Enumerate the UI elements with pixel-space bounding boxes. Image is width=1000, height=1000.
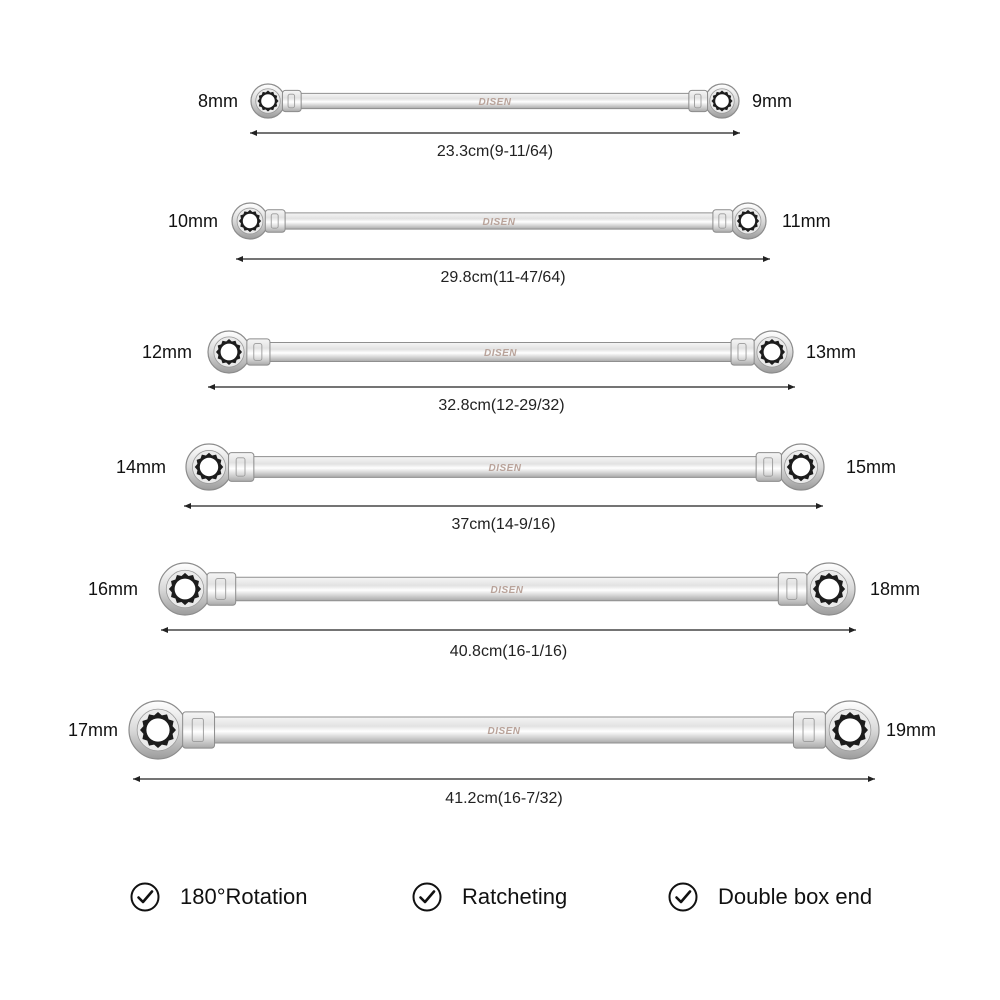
wrench-right-head bbox=[793, 701, 879, 759]
wrench-2 bbox=[168, 203, 831, 286]
right-size-label: 15mm bbox=[846, 457, 897, 477]
feature-label-rotation: 180°Rotation bbox=[180, 884, 308, 909]
brand-mark: DISEN bbox=[478, 97, 512, 108]
wrench-left-head bbox=[129, 701, 215, 759]
check-circle-icon bbox=[412, 882, 442, 912]
wrench-right-head bbox=[713, 203, 766, 239]
wrench-5 bbox=[88, 563, 920, 660]
wrench-right-head bbox=[756, 444, 824, 490]
feature-rotation bbox=[130, 872, 307, 922]
brand-mark: DISEN bbox=[483, 348, 518, 359]
length-label: 41.2cm(16-7/32) bbox=[445, 790, 563, 807]
wrench-4 bbox=[116, 444, 896, 533]
length-label: 37cm(14-9/16) bbox=[451, 516, 556, 533]
left-size-label: 17mm bbox=[67, 720, 118, 740]
feature-double-box-end bbox=[668, 872, 872, 922]
feature-label-ratcheting: Ratcheting bbox=[462, 884, 568, 909]
left-size-label: 12mm bbox=[141, 342, 192, 362]
right-size-label: 18mm bbox=[870, 579, 921, 599]
length-label: 40.8cm(16-1/16) bbox=[449, 643, 568, 660]
left-size-label: 14mm bbox=[115, 457, 166, 477]
brand-mark: DISEN bbox=[482, 217, 516, 228]
wrench-right-head bbox=[689, 84, 739, 118]
wrench-left-head bbox=[251, 84, 301, 118]
wrench-right-head bbox=[731, 331, 793, 373]
wrench-1 bbox=[198, 84, 792, 160]
wrench-left-head bbox=[159, 563, 236, 615]
length-label: 29.8cm(11-47/64) bbox=[440, 269, 566, 286]
wrench-left-head bbox=[232, 203, 285, 239]
feature-ratcheting bbox=[412, 872, 567, 922]
brand-mark: DISEN bbox=[487, 726, 521, 737]
wrench-left-head bbox=[186, 444, 254, 490]
right-size-label: 13mm bbox=[806, 342, 857, 362]
check-circle-icon bbox=[668, 882, 698, 912]
left-size-label: 8mm bbox=[198, 91, 238, 111]
right-size-label: 11mm bbox=[782, 211, 831, 231]
length-label: 32.8cm(12-29/32) bbox=[438, 397, 565, 414]
right-size-label: 9mm bbox=[752, 91, 792, 111]
brand-mark: DISEN bbox=[488, 463, 522, 474]
brand-mark: DISEN bbox=[490, 585, 524, 596]
feature-list bbox=[0, 872, 1000, 922]
feature-label-double-box-end: Double box end bbox=[718, 884, 873, 909]
wrench-3 bbox=[142, 331, 856, 414]
left-size-label: 10mm bbox=[167, 211, 218, 231]
wrench-6 bbox=[68, 701, 936, 807]
wrench-right-head bbox=[778, 563, 855, 615]
length-label: 23.3cm(9-11/64) bbox=[436, 143, 554, 160]
right-size-label: 19mm bbox=[886, 720, 937, 740]
wrench-left-head bbox=[208, 331, 270, 373]
check-circle-icon bbox=[130, 882, 160, 912]
left-size-label: 16mm bbox=[87, 579, 138, 599]
